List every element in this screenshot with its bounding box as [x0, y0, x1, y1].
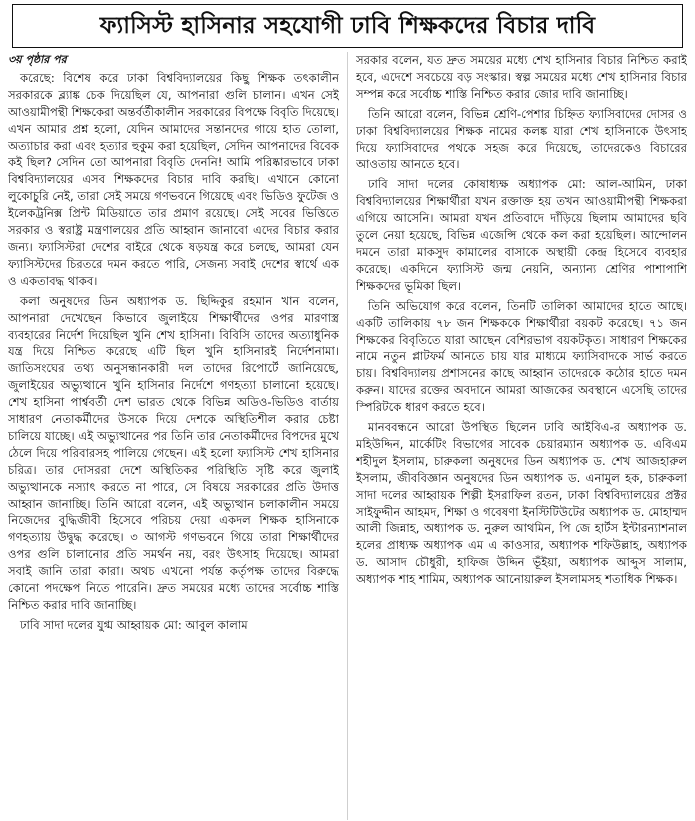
left-column [8, 52, 339, 820]
article-body [8, 52, 687, 820]
paragraph: কলা অনুষদের ডিন অধ্যাপক ড. ছিদ্দিকুর রহমান খান বলেন, আপনারা দেখেছেন কিভাবে জুলাইয়ে শিক্ষার্থীদের ওপর মারণাস্ত্র ব্যবহারের নির্দেশ দিয়েছিল খুনি শেখ হাসিনা। বিবিসি তাদের অত্যাধুনিক যন্ত্র দিয়ে নিশ্চিত করেছে এটি ছিল খুনি হাসিনারই নির্দেশনামা। জাতিসংঘের তথ্য অনুসন্ধানকারী দল তাদের রিপোর্টে জানিয়েছে, জুলাইয়ের অভ্যুত্থানে খুনি হাসিনার নির্দেশে গণহত্যা চালানো হয়েছে। শেখ হাসিনা পার্শ্ববর্তী দেশ ভারত থেকে বিভিন্ন অডিও-ভিডিও বার্তায় সাধারণ নেতাকর্মীদের উসকে দিয়ে দেশকে অস্থিতিশীল করার চেষ্টা চালিয়ে যাচ্ছে। এই অভ্যুত্থানের পর তিনি তার নেতাকর্মীদের বিপদের মুখে ঠেলে দিয়ে পরিবারসহ পালিয়ে গেছেন। এই হলো ফ্যাসিস্ট শেখ হাসিনার চরিত্র। তার দোসররা দেশে অস্থিতিকর পরিস্থিতি সৃষ্টি করে জুলাই অভ্যুত্থানকে নস্যাৎ করতে না পারে, সে বিষয়ে সরকারের প্রতি উদাত্ত আহ্বান জানাচ্ছি। তিনি আরো বলেন, এই অভ্যুত্থান চলাকালীন সময়ে নিজেদের বুদ্ধিজীবী হিসেবে পরিচয় দেয়া একদল শিক্ষক হাসিনাকে গণহত্যায় উদ্বুদ্ধ করেছে। ৩ আগস্ট গণভবনে গিয়ে তারা শিক্ষার্থীদের ওপর গুলি চালানোর প্রতি সমর্থন নয়, বরং উৎসাহ দিয়েছে। আমরা সবাই জানি তারা কারা। অথচ এখনো পর্যন্ত কর্তৃপক্ষ তাদের বিরুদ্ধে কোনো পদক্ষেপ নিতে পারেনি। দ্রুত সময়ের মধ্যে তাদের সর্বোচ্চ শাস্তি নিশ্চিত করার দাবি জানাচ্ছি। [8, 293, 339, 612]
paragraph: ঢাবি সাদা দলের যুগ্ম আহ্বায়ক মো: আবুল কালাম [20, 617, 248, 632]
paragraph: ঢাবি সাদা দলের কোষাধ্যক্ষ অধ্যাপক মো: আল-আমিন, ঢাকা বিশ্ববিদ্যালয়ের শিক্ষার্থীরা যখন রক্তাক্ত হয় তখন আওয়ামীপন্থী শিক্ষকরা এগিয়ে আসেনি। আমরা যখন প্রতিবাদে দাঁড়িয়ে ছিলাম আমাদের ছবি তুলে নেয়া হয়েছে, বিভিন্ন এজেন্সি থেকে কল করা হয়েছিল। আন্দোলন দমনে তারা মাকসুদ কামালের বাসাকে অস্থায়ী কেন্দ্র হিসেবে ব্যবহার করেছে। একদিনে ফ্যাসিস্ট জন্ম নেয়নি, অন্যান্য শ্রেণির পাশাপাশি শিক্ষকদের ভূমিকা ছিল। [356, 177, 687, 293]
paragraph: সরকার বলেন, যত দ্রুত সময়ের মধ্যে শেখ হাসিনার বিচার নিশ্চিত করাই হবে, এদেশে সবচেয়ে বড় সংস্কার। স্বল্প সময়ের মধ্যে শেখ হাসিনার বিচার সম্পন্ন করে সর্বোচ্চ শাস্তি নিশ্চিত করার জোর দাবি জানাচ্ছি। [356, 53, 687, 101]
headline: ফ্যাসিস্ট হাসিনার সহযোগী ঢাবি শিক্ষকদের বিচার দাবি [99, 12, 596, 39]
column-divider [347, 52, 348, 820]
paragraph: তিনি আরো বলেন, বিভিন্ন শ্রেণি-পেশার চিহ্নিত ফ্যাসিবাদের দোসর ও ঢাকা বিশ্ববিদ্যালয়ের শিক্ষক নামের কলঙ্ক যারা শেখ হাসিনাকে উৎসাহ দিয়ে ফ্যাসিবাদের পথকে সহজ করে দিয়েছে, তাদেরকেও বিচারের আওতায় আনতে হবে। [356, 106, 687, 172]
right-column [356, 52, 687, 820]
paragraph: করেছে: বিশেষ করে ঢাকা বিশ্ববিদ্যালয়ের কিছু শিক্ষক তৎকালীন সরকারকে ব্ল্যাঙ্ক চেক দিয়েছিল যে, আপনারা গুলি চালান। এখন সেই আওয়ামীপন্থী শিক্ষকেরা অন্তর্বর্তীকালীন সরকারের বিপক্ষে বিবৃতি দিয়েছে। এখন আমার প্রশ্ন হলো, যেদিন আমাদের সন্তানদের গায়ে হাত তোলা, অত্যাচার করা এবং হত্যার হুকুম করা হয়েছিল, সেদিন আপনাদের বিবেক কই ছিল? সেদিন তো আপনারা বিবৃতি দেননি! আমি পরিষ্কারভাবে ঢাকা বিশ্ববিদ্যালয়ের এসব শিক্ষকদের বিচার দাবি করছি। এখানে কোনো লুকোচুরি নেই, তারা সেই সময়ে গণভবনে গিয়েছে এবং ভিডিও ফুটেজ ও ইলেকট্রনিক্স প্রিন্ট মিডিয়াতে তার প্রমাণ রয়েছে। সেই সবের ভিত্তিতে সরকার ও স্বরাষ্ট্র মন্ত্রণালয়ের প্রতি আহ্বান জানাবো এদের বিচার করার জন্য। ফ্যাসিস্টরা দেশের বাইরে থেকে ষড়যন্ত্র করে চলছে, আমরা যেন ফ্যাসিস্টদের চিরতরে দমন করতে পারি, সেজন্য সবাই দেশের স্বার্থে এক ও একতাবদ্ধ থাকব। [8, 70, 339, 288]
paragraph: তিনি অভিযোগ করে বলেন, তিনটি তালিকা আমাদের হাতে আছে। একটি তালিকায় ৭৮ জন শিক্ষককে শিক্ষার্থীরা বয়কট করেছে। ৭১ জন শিক্ষকের বিবৃতিতে যারা আছেন বেশিরভাগ বয়কটকৃত। সাধারণ শিক্ষকের নামে নতুন প্লাটফর্ম আনতে চায় যার মাধ্যমে ফ্যাসিবাদকে সার্ভ করতে চায়। বিশ্ববিদ্যালয় প্রশাসনের কাছে আহ্বান তাদেরকে কঠোর হাতে দমন করুন। যাদের রক্তের অবদানে আমরা আজকের অবস্থানে এসেছি তাদের স্পিরিটকে ধারণ করতে হবে। [356, 298, 687, 415]
paragraph: মানববন্ধনে আরো উপস্থিত ছিলেন ঢাবি আইবিএ-র অধ্যাপক ড. মহিউদ্দিন, মার্কেটিং বিভাগের সাবেক চেয়ারম্যান অধ্যাপক ড. এবিএম শহীদুল ইসলাম, চারুকলা অনুষদের ডিন অধ্যাপক ড. শেখ আজহারুল ইসলাম, জীববিজ্ঞান অনুষদের ডিন অধ্যাপক ড. এনামুল হক, চারুকলা সাদা দলের আহ্বায়ক শিল্পী ইসরাফিল রতন, ঢাকা বিশ্ববিদ্যালয়ের প্রক্টর সাইফুদ্দীন আহমদ, শিক্ষা ও গবেষণা ইনস্টিটিউটের অধ্যাপক ড. মোহাম্মদ আলী জিন্নাহ, অধ্যাপক ড. নুরুল আথমিন, পি জে হার্টস ইন্টারন্যাশনাল হলের প্রাধ্যক্ষ অধ্যাপক এম এ কাওসার, অধ্যাপক শফিউল্লাহ, অধ্যাপক ড. আসাদ চৌধুরী, হাফিজ উদ্দিন ভূঁইয়া, অধ্যাপক আব্দুস সালাম, অধ্যাপক শাহ শামিম, অধ্যাপক আনোয়ারুল ইসলামসহ শতাধিক শিক্ষক। [356, 420, 687, 587]
continuation-dateline: ৩য় পৃষ্ঠার পর [8, 53, 67, 66]
headline-box [12, 4, 683, 48]
